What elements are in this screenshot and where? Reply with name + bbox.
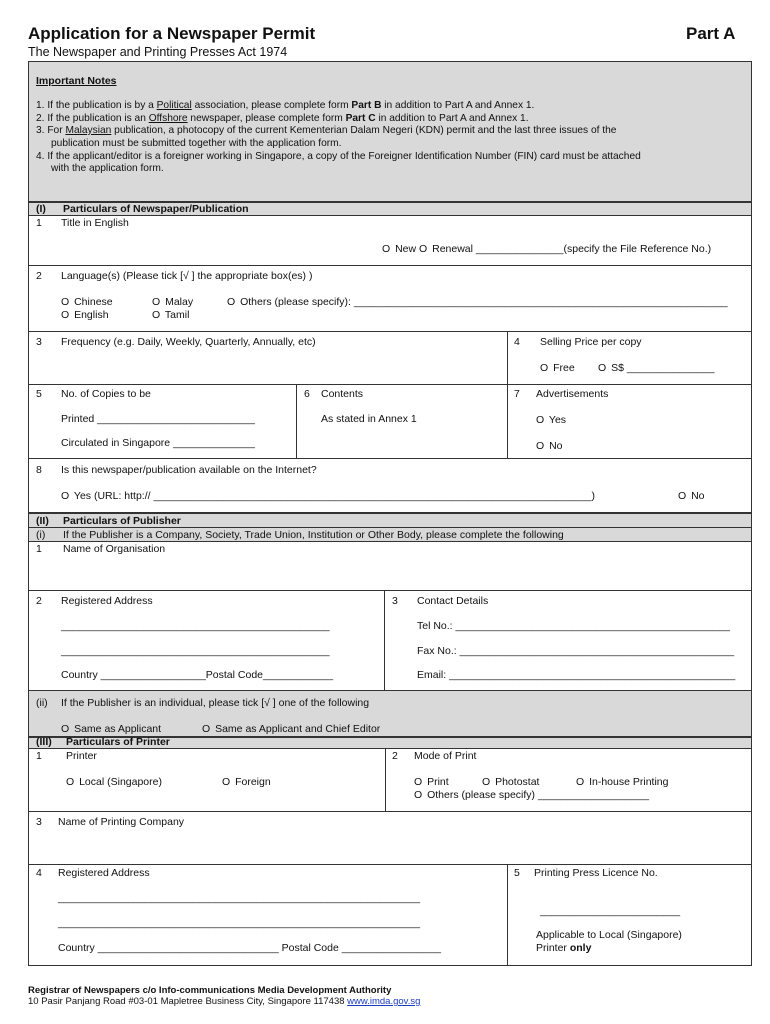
selling-price-label: Selling Price per copy: [540, 336, 642, 348]
circulated-field[interactable]: Circulated in Singapore ______________: [61, 437, 255, 449]
organisation-label: Name of Organisation: [63, 543, 166, 555]
divider: [28, 458, 752, 459]
section-3-num: (III): [36, 736, 52, 748]
divider: [507, 864, 508, 966]
q8-num: 8: [36, 464, 42, 476]
part-label: Part A: [686, 24, 736, 43]
divider: [28, 864, 752, 865]
printer-only-note: Printer only: [536, 942, 592, 954]
printer-country-postal[interactable]: Country _______________________________ Postal Code _________________: [58, 942, 442, 954]
fax-field[interactable]: Fax No.: _______________________________________________: [417, 645, 735, 657]
divider: [28, 748, 752, 749]
q2-num: 2: [36, 595, 42, 607]
divider: [28, 590, 752, 591]
mode-of-print-label: Mode of Print: [414, 750, 477, 762]
printed-field[interactable]: Printed ___________________________: [61, 413, 255, 425]
divider: [507, 331, 508, 384]
sub-ii-num: (ii): [36, 697, 48, 709]
section-1-num: (I): [36, 203, 46, 215]
divider: [507, 384, 508, 458]
mode-inhouse[interactable]: O In-house Printing: [576, 776, 669, 788]
q4-num: 4: [36, 867, 42, 879]
q3-num: 3: [36, 816, 42, 828]
note-2: 2. If the publication is an Offshore newspaper, please complete form Part C in addition to Part A and Annex 1.: [36, 113, 529, 124]
sub-ii-text: If the Publisher is an individual, please tick [√ ] one of the following: [61, 697, 370, 709]
language-label: Language(s) (Please tick [√ ] the appropriate box(es) ): [61, 270, 313, 282]
lang-others[interactable]: O Others (please specify): ________________________________________________________________: [227, 296, 728, 308]
file-ref-field[interactable]: _______________(specify the File Reference No.): [475, 243, 712, 255]
q2-num: 2: [392, 750, 398, 762]
radio-renewal[interactable]: O: [419, 243, 428, 255]
printer-address-line-1[interactable]: ______________________________________________________________: [58, 892, 421, 904]
divider: [28, 527, 752, 528]
printer-foreign[interactable]: O Foreign: [222, 776, 271, 788]
contents-label: Contents: [321, 388, 364, 400]
country-postal-field[interactable]: Country __________________Postal Code____________: [61, 669, 334, 681]
footer-registrar: Registrar of Newspapers c/o Info-communications Media Development Authority: [28, 985, 392, 996]
note-3: 3. For Malaysian publication, a photocopy of the current Kementerian Dalam Negeri (KDN) permit and the last three issues of the: [36, 125, 617, 136]
divider: [28, 215, 752, 216]
lang-english[interactable]: O English: [61, 309, 109, 321]
divider: [28, 811, 752, 812]
address-line-1[interactable]: ______________________________________________: [61, 620, 330, 632]
printer-address-line-2[interactable]: ______________________________________________________________: [58, 917, 421, 929]
lang-malay[interactable]: O Malay: [152, 296, 194, 308]
divider: [384, 590, 385, 690]
price-sgd[interactable]: O S$ _______________: [598, 362, 715, 374]
section-2-title: Particulars of Publisher: [63, 515, 181, 527]
notes-title: Important Notes: [36, 75, 117, 87]
printer-local[interactable]: O Local (Singapore): [66, 776, 162, 788]
q4-num: 4: [514, 336, 520, 348]
footer-address: 10 Pasir Panjang Road #03-01 Mapletree Business City, Singapore 117438 www.imda.gov.sg: [28, 996, 421, 1007]
internet-no[interactable]: O No: [678, 490, 705, 502]
annex-text: As stated in Annex 1: [321, 413, 417, 425]
note-1: 1. If the publication is by a Political association, please complete form Part B in addition to Part A and Annex 1.: [36, 100, 535, 111]
ads-no[interactable]: O No: [536, 440, 563, 452]
mode-others[interactable]: O Others (please specify) ___________________: [414, 789, 649, 801]
registered-address-label: Registered Address: [61, 595, 153, 607]
section-3-title: Particulars of Printer: [66, 736, 170, 748]
q3-num: 3: [36, 336, 42, 348]
title-english-label: Title in English: [61, 217, 129, 229]
note-3-cont: publication must be submitted together with the application form.: [51, 138, 342, 149]
form-title: Application for a Newspaper Permit: [28, 24, 316, 43]
sub-i-num: (i): [36, 529, 46, 541]
address-line-2[interactable]: ______________________________________________: [61, 645, 330, 657]
q1-num: 1: [36, 217, 42, 229]
licence-field[interactable]: ________________________: [540, 905, 681, 917]
divider: [28, 541, 752, 542]
section-1-title: Particulars of Newspaper/Publication: [63, 203, 249, 215]
radio-new[interactable]: O: [382, 243, 391, 255]
mode-photostat[interactable]: O Photostat: [482, 776, 540, 788]
printer-address-label: Registered Address: [58, 867, 150, 879]
contact-details-label: Contact Details: [417, 595, 489, 607]
q7-num: 7: [514, 388, 520, 400]
tel-field[interactable]: Tel No.: _______________________________________________: [417, 620, 730, 632]
note-4-cont: with the application form.: [51, 163, 164, 174]
section-2-num: (II): [36, 515, 49, 527]
new-renewal-row: O New O Renewal _______________(specify the File Reference No.): [382, 243, 712, 255]
imda-link[interactable]: www.imda.gov.sg: [347, 996, 421, 1007]
divider: [28, 384, 752, 385]
frequency-label: Frequency (e.g. Daily, Weekly, Quarterly, Annually, etc): [61, 336, 316, 348]
internet-yes-url[interactable]: O Yes (URL: http:// ___________________________________________________________________________): [61, 490, 595, 502]
ads-yes[interactable]: O Yes: [536, 414, 567, 426]
advertisements-label: Advertisements: [536, 388, 609, 400]
price-free[interactable]: O Free: [540, 362, 575, 374]
lang-tamil[interactable]: O Tamil: [152, 309, 190, 321]
printer-label: Printer: [66, 750, 97, 762]
sub-i-text: If the Publisher is a Company, Society, Trade Union, Institution or Other Body, please complete the following: [63, 529, 564, 541]
note-4: 4. If the applicant/editor is a foreigner working in Singapore, a copy of the Foreigner Identification Number (FIN) card must be attached: [36, 151, 641, 162]
q1-num: 1: [36, 750, 42, 762]
divider: [385, 748, 386, 811]
lang-chinese[interactable]: O Chinese: [61, 296, 113, 308]
q2-num: 2: [36, 270, 42, 282]
divider: [28, 331, 752, 332]
q5-num: 5: [36, 388, 42, 400]
q1-num: 1: [36, 543, 42, 555]
divider: [28, 265, 752, 266]
form-subtitle: The Newspaper and Printing Presses Act 1974: [28, 45, 288, 59]
same-as-applicant-chief[interactable]: O Same as Applicant and Chief Editor: [202, 723, 381, 735]
q6-num: 6: [304, 388, 310, 400]
same-as-applicant[interactable]: O Same as Applicant: [61, 723, 162, 735]
divider: [296, 384, 297, 458]
internet-label: Is this newspaper/publication available on the Internet?: [61, 464, 317, 476]
q5-num: 5: [514, 867, 520, 879]
licence-label: Printing Press Licence No.: [534, 867, 658, 879]
email-field[interactable]: Email: _________________________________________________: [417, 669, 736, 681]
applicable-note: Applicable to Local (Singapore): [536, 929, 682, 941]
printing-company-label: Name of Printing Company: [58, 816, 185, 828]
copies-label: No. of Copies to be: [61, 388, 151, 400]
mode-print[interactable]: O Print: [414, 776, 449, 788]
q3-num: 3: [392, 595, 398, 607]
